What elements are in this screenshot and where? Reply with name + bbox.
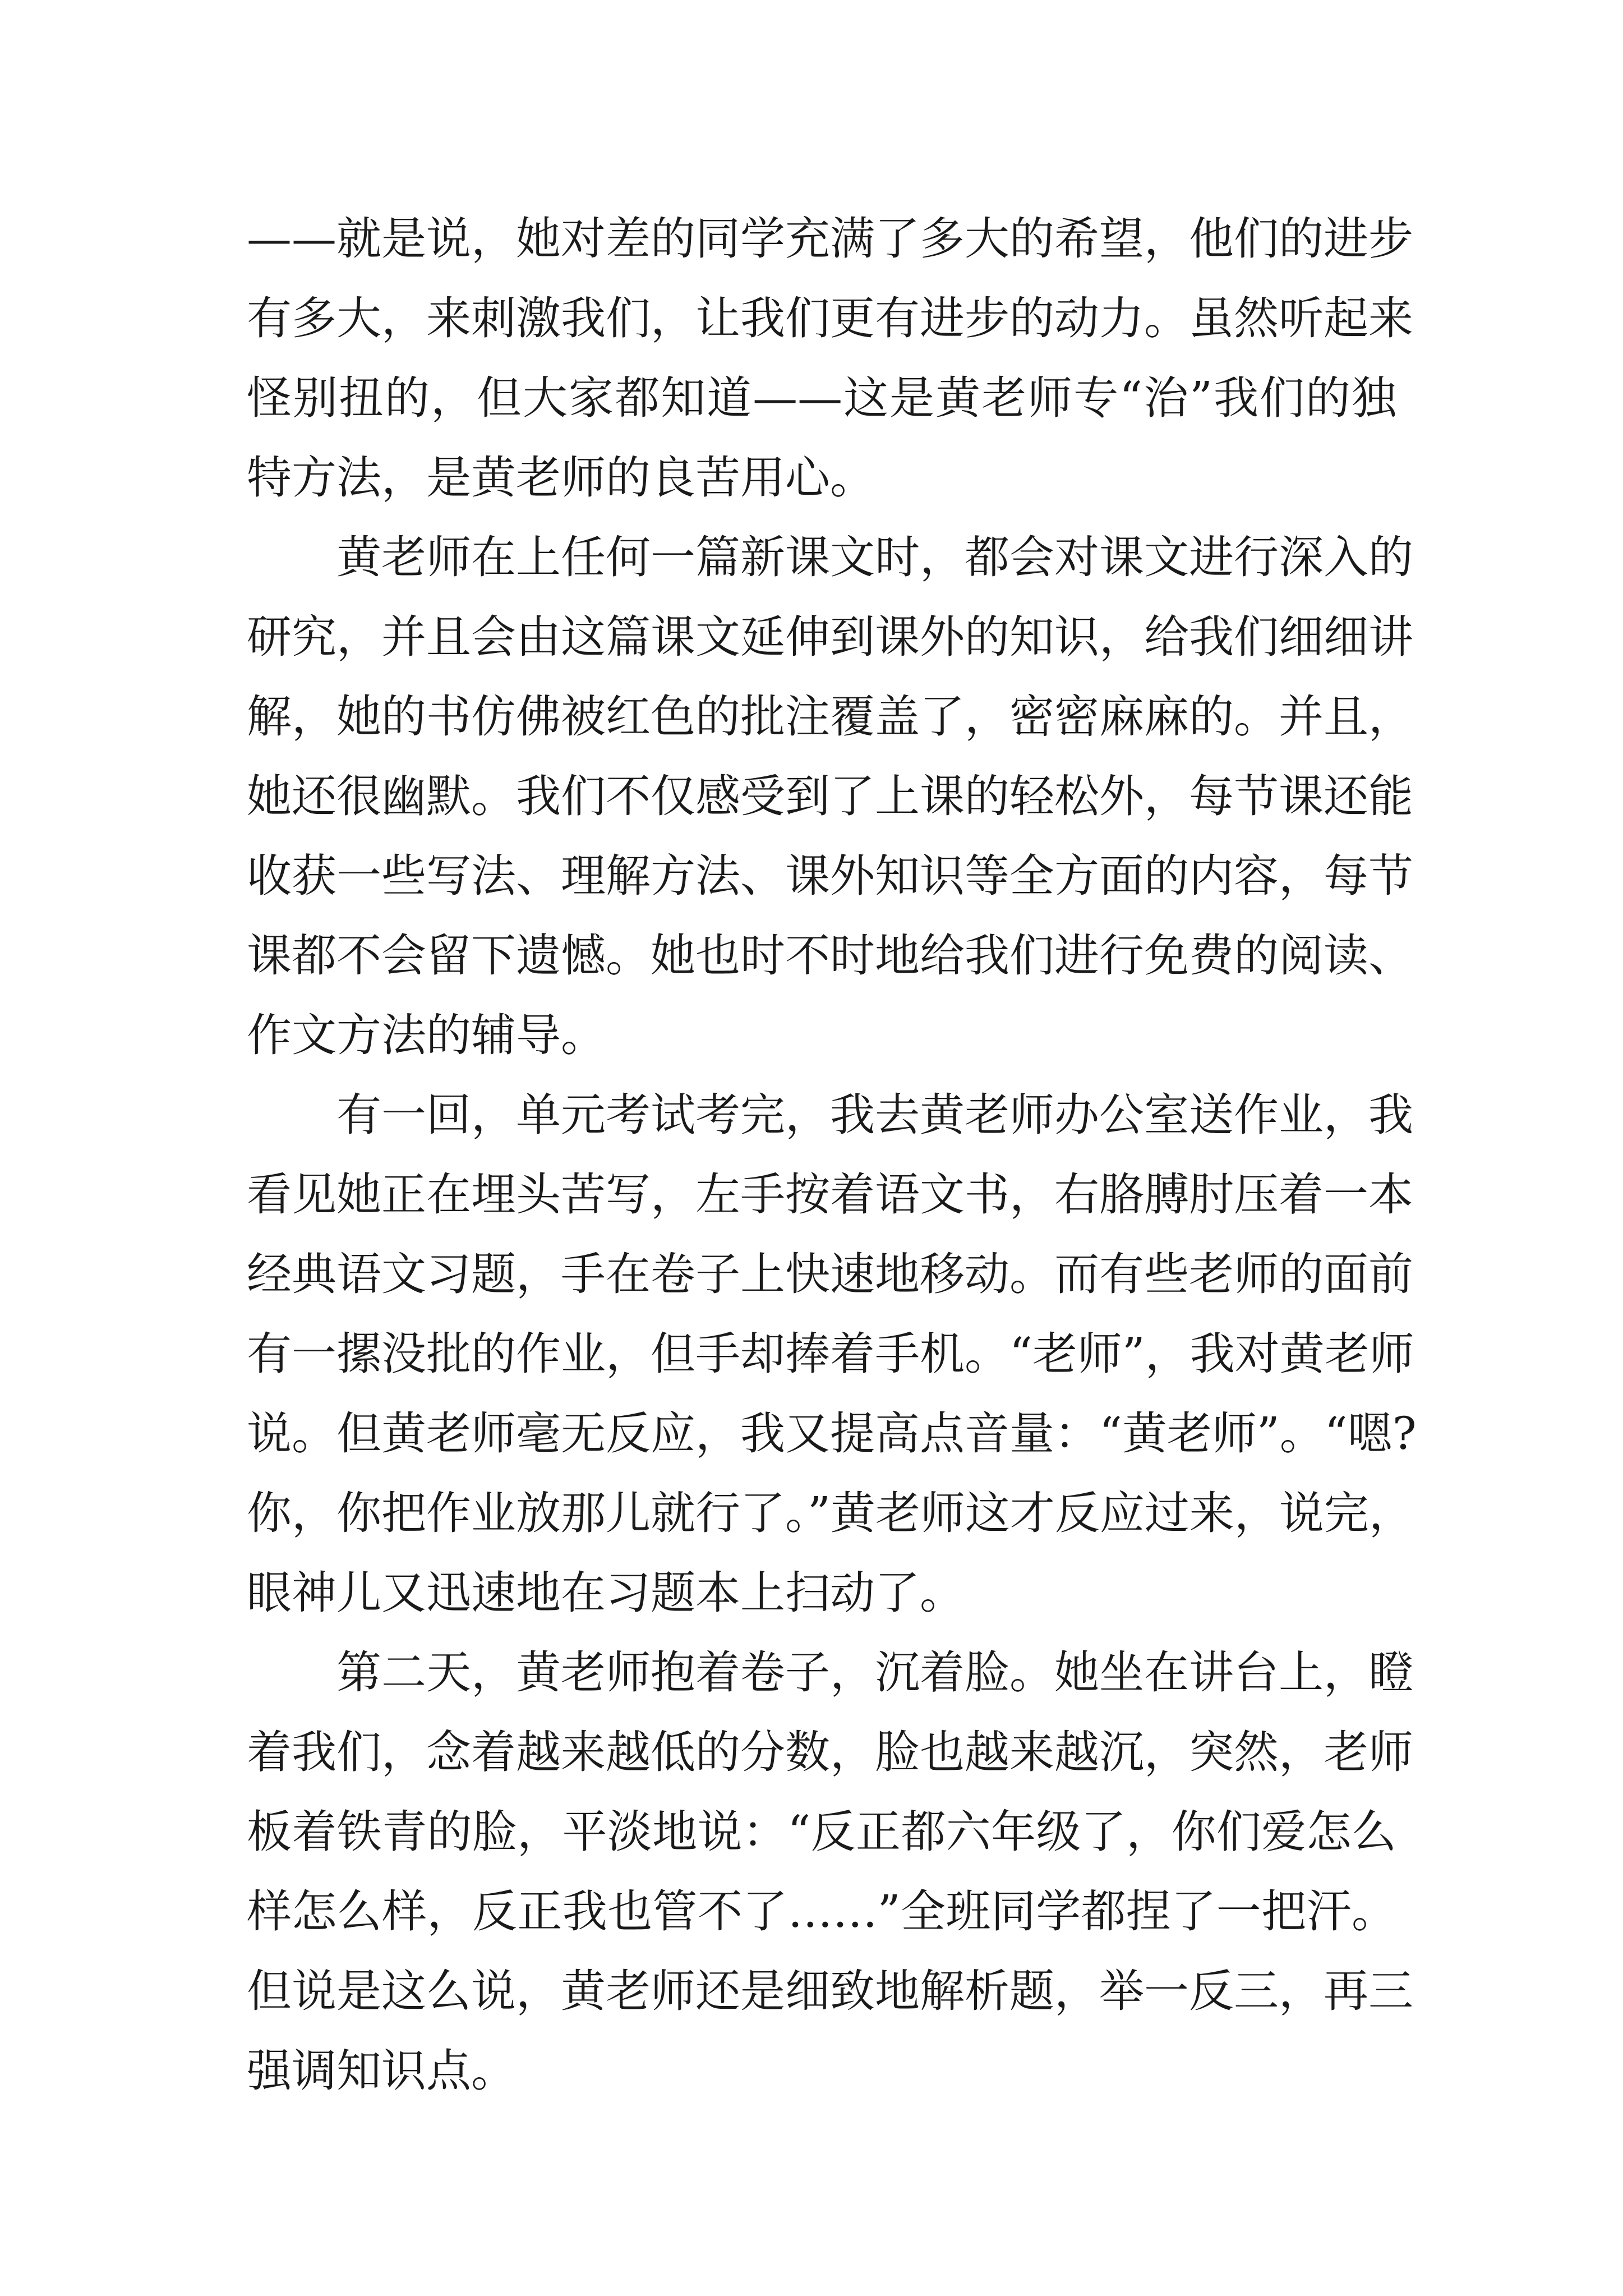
text-line: 板着铁青的脸，平淡地说：“反正都六年级了，你们爱怎么 [247, 1806, 1396, 1858]
text-line: 怪别扭的，但大家都知道——这是黄老师专“治”我们的独 [247, 372, 1396, 424]
text-line: 着我们，念着越来越低的分数，脸也越来越沉，突然，老师 [247, 1726, 1413, 1778]
text-line: 作文方法的辅导。 [247, 1009, 606, 1061]
text-line: 收获一些写法、理解方法、课外知识等全方面的内容，每节 [247, 850, 1413, 902]
text-line: 课都不会留下遗憾。她也时不时地给我们进行免费的阅读、 [247, 930, 1413, 982]
text-line: 有多大，来刺激我们，让我们更有进步的动力。虽然听起来 [247, 292, 1413, 344]
text-line: 研究，并且会由这篇课文延伸到课外的知识，给我们细细讲 [247, 611, 1413, 663]
text-line: 你，你把作业放那儿就行了。”黄老师这才反应过来，说完， [247, 1487, 1414, 1539]
text-line: 她还很幽默。我们不仅感受到了上课的轻松外，每节课还能 [247, 770, 1413, 822]
text-line: ——就是说，她对差的同学充满了多大的希望，他们的进步 [247, 213, 1413, 265]
text-line: 说。但黄老师毫无反应，我又提高点音量：“黄老师”。“嗯? [247, 1407, 1417, 1460]
essay-body [247, 199, 1417, 2111]
text-line: 特方法，是黄老师的良苦用心。 [247, 452, 875, 504]
text-line: 看见她正在埋头苦写，左手按着语文书，右胳膊肘压着一本 [247, 1168, 1413, 1221]
text-line: 第二天，黄老师抱着卷子，沉着脸。她坐在讲台上，瞪 [336, 1646, 1413, 1699]
text-line: 但说是这么说，黄老师还是细致地解析题，举一反三，再三 [247, 1965, 1413, 2017]
text-line: 黄老师在上任何一篇新课文时，都会对课文进行深入的 [336, 531, 1413, 583]
text-line: 经典语文习题，手在卷子上快速地移动。而有些老师的面前 [247, 1248, 1413, 1300]
text-line: 样怎么样，反正我也管不了……”全班同学都捏了一把汗。 [247, 1885, 1396, 1938]
text-line: 强调知识点。 [247, 2045, 516, 2097]
text-line: 有一回，单元考试考完，我去黄老师办公室送作业，我 [336, 1089, 1413, 1141]
text-line: 有一摞没批的作业，但手却捧着手机。“老师”，我对黄老师 [247, 1328, 1414, 1380]
text-line: 眼神儿又迅速地在习题本上扫动了。 [247, 1567, 965, 1619]
text-line: 解，她的书仿佛被红色的批注覆盖了，密密麻麻的。并且， [247, 691, 1413, 743]
